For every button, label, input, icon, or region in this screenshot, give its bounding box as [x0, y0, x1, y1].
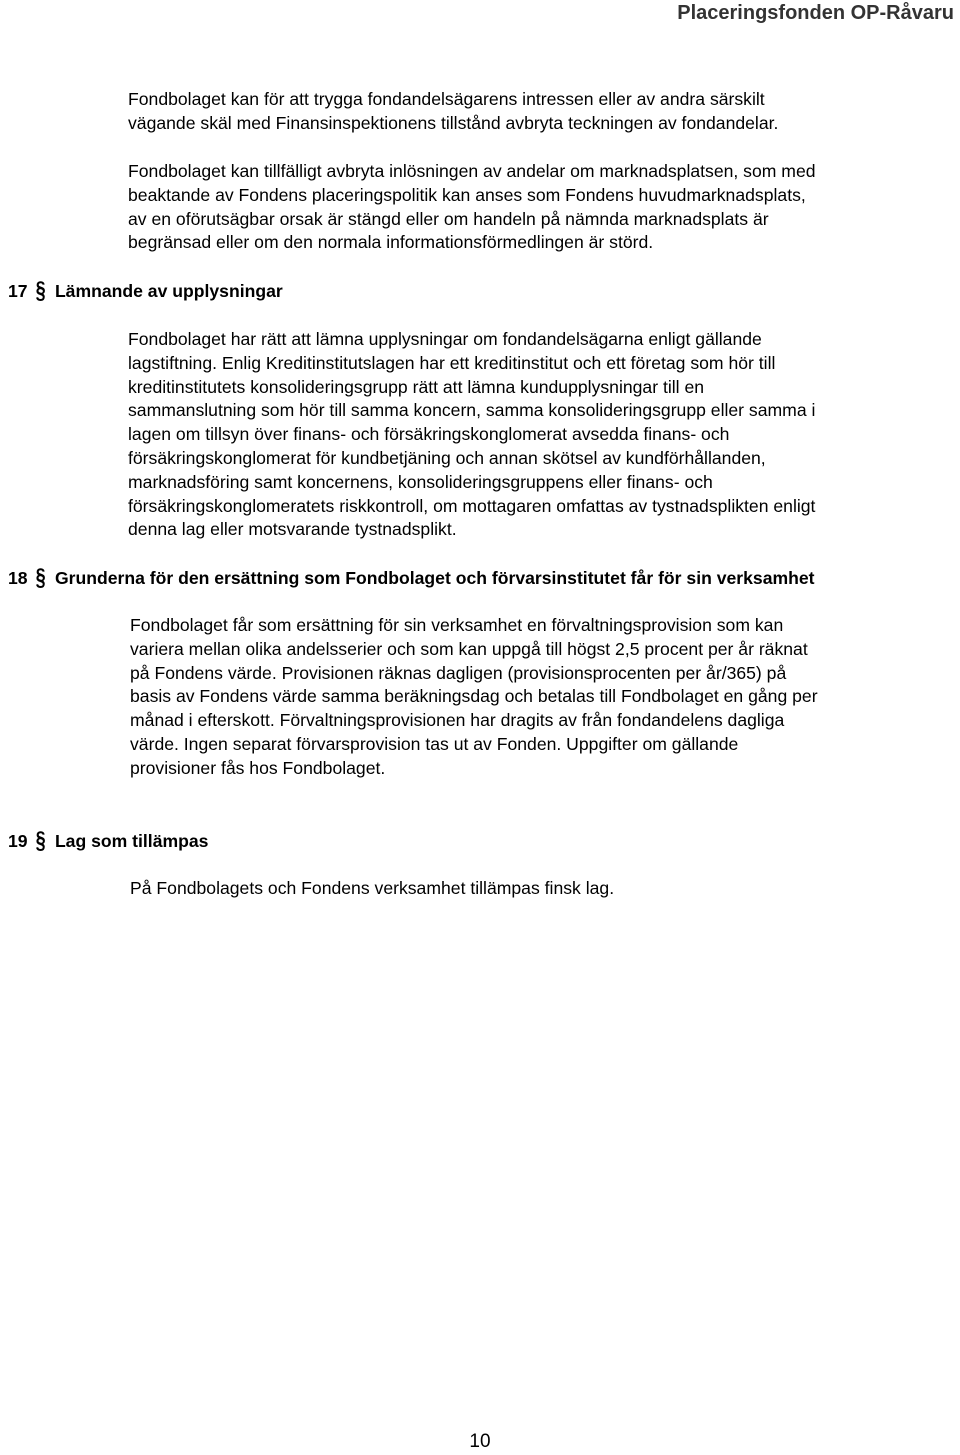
paragraph-line: provisioner fås hos Fondbolaget.: [130, 757, 386, 778]
paragraph-line: Fondbolaget kan för att trygga fondandelsägarens intressen eller av andra särskilt: [128, 89, 765, 109]
paragraph-line: basis av Fondens värde samma beräkningsdag och betalas till Fondbolaget en gång per: [130, 686, 818, 707]
paragraph-redemption-suspension: [128, 160, 816, 255]
paragraph-line: vägande skäl med Finansinspektionens tillstånd avbryta teckningen av fondandelar.: [128, 112, 779, 133]
paragraph-subscription-suspension: [128, 88, 778, 136]
paragraph-line: beaktande av Fondens placeringspolitik kan anses som Fondens huvudmarknadsplats,: [128, 184, 806, 205]
section-number: 18: [8, 568, 28, 588]
paragraph-line: lagen om tillsyn över finans- och försäkringskonglomerat avsedda finans- och: [128, 424, 730, 445]
section-number: 17: [8, 281, 28, 301]
paragraph-line: marknadsföring samt koncernens, konsolideringsgruppens eller finans- och: [128, 471, 713, 492]
section-19-heading: [8, 829, 208, 853]
paragraph-line: Fondbolaget får som ersättning för sin verksamhet en förvaltningsprovision som kan: [130, 615, 784, 635]
paragraph-line: försäkringskonglomeratets riskkontroll, om mottagaren omfattas av tystnadsplikten enligt: [128, 495, 816, 516]
paragraph-line: begränsad eller om den normala informationsförmedlingen är störd.: [128, 232, 654, 253]
page-number: 10: [469, 1431, 491, 1452]
section-19-body: [130, 877, 614, 901]
paragraph-line: av en oförutsägbar orsak är stängd eller om handeln på nämnda marknadsplats är: [128, 208, 769, 229]
section-17-body: [128, 328, 815, 542]
paragraph-line: Fondbolaget kan tillfälligt avbryta inlösningen av andelar om marknadsplatsen, som med: [128, 161, 816, 181]
section-title: Lag som tillämpas: [54, 831, 209, 851]
section-sign-icon: §: [35, 827, 46, 854]
paragraph-line: lagstiftning. Enlig Kreditinstitutslagen har ett kreditinstitut och ett företag som hör till: [128, 352, 776, 373]
paragraph-line: På Fondbolagets och Fondens verksamhet tillämpas finsk lag.: [130, 878, 615, 898]
document-header-title: Placeringsfonden OP-Råvaru: [677, 2, 954, 24]
paragraph-line: månad i efterskott. Förvaltningsprovisionen har dragits av från fondandelens dagliga: [130, 710, 785, 731]
paragraph-line: på Fondens värde. Provisionen räknas dagligen (provisionsprocenten per år/365) på: [130, 662, 787, 683]
section-18-body: [130, 614, 818, 781]
section-sign-icon: §: [35, 277, 46, 304]
paragraph-line: Fondbolaget har rätt att lämna upplysningar om fondandelsägarna enligt gällande: [128, 329, 762, 349]
paragraph-line: variera mellan olika andelsserier och som kan uppgå till högst 2,5 procent per år räknat: [130, 638, 808, 659]
section-number: 19: [8, 831, 28, 851]
section-title: Grunderna för den ersättning som Fondbolaget och förvarsinstitutet får för sin verksamhet: [54, 568, 815, 588]
section-18-heading: [8, 566, 815, 590]
paragraph-line: försäkringskonglomerat för kundbetjäning och annan skötsel av kundförhållanden,: [128, 447, 766, 468]
paragraph-line: kreditinstitutets konsolideringsgrupp rätt att lämna kundupplysningar till en: [128, 376, 705, 397]
paragraph-line: sammanslutning som hör till samma koncern, samma konsolideringsgrupp eller samma i: [128, 400, 816, 421]
section-sign-icon: §: [35, 564, 46, 591]
paragraph-line: värde. Ingen separat förvarsprovision tas ut av Fonden. Uppgifter om gällande: [130, 733, 739, 754]
section-title: Lämnande av upplysningar: [54, 281, 283, 301]
paragraph-line: denna lag eller motsvarande tystnadsplikt.: [128, 519, 457, 540]
section-17-heading: [8, 279, 283, 303]
